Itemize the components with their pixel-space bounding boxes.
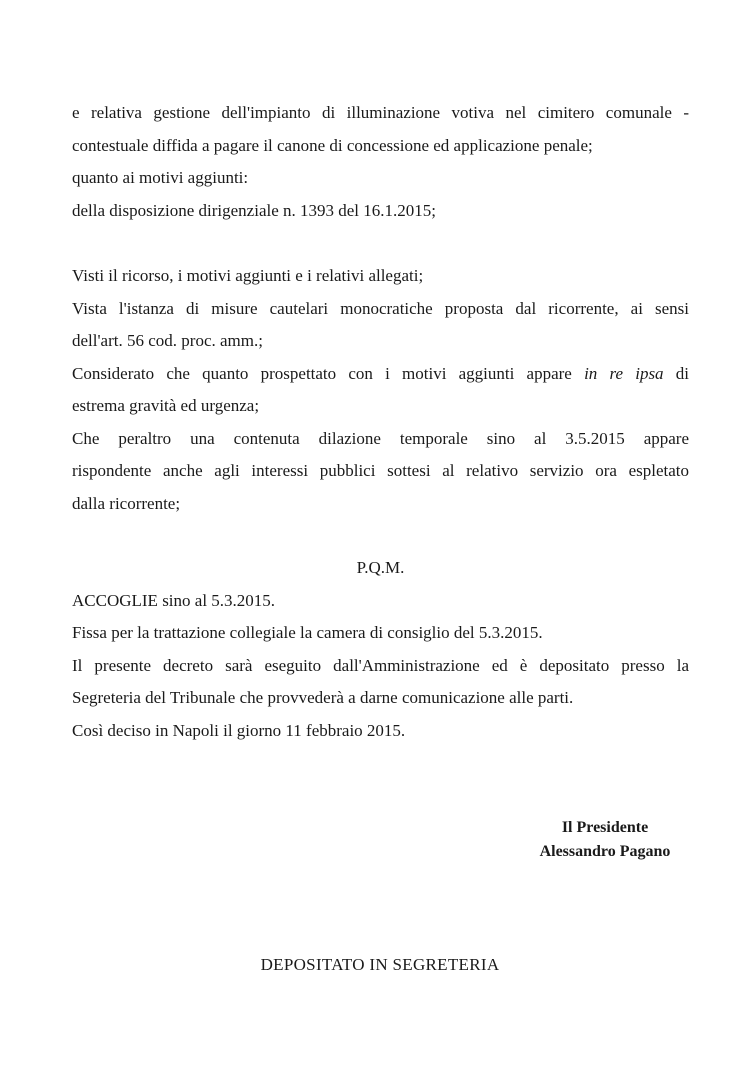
signature-block bbox=[500, 816, 710, 864]
ruling-line-5: Così deciso in Napoli il giorno 11 febbraio 2015. bbox=[72, 720, 406, 740]
consideration-line-1: Visti il ricorso, i motivi aggiunti e i relativi allegati; bbox=[72, 266, 424, 285]
intro-line-2: contestuale diffida a pagare il canone di concessione ed applicazione penale; bbox=[72, 135, 593, 155]
intro-line-3: quanto ai motivi aggiunti: bbox=[72, 168, 249, 187]
latin-phrase: in re ipsa bbox=[584, 363, 664, 383]
consideration-line-7: rispondente anche agli interessi pubblici sottesi al relativo servizio ora espletato bbox=[72, 461, 689, 480]
consideration-line-4-tail: di bbox=[663, 363, 689, 383]
ruling-line-2: Fissa per la trattazione collegiale la camera di consiglio del 5.3.2015. bbox=[72, 623, 543, 642]
paragraph-gap bbox=[72, 227, 689, 260]
ruling-line-4: Segreteria del Tribunale che provvederà a darne comunicazione alle parti. bbox=[72, 688, 574, 707]
paragraph-gap bbox=[72, 520, 689, 552]
ruling-line-1: ACCOGLIE sino al 5.3.2015. bbox=[72, 590, 276, 610]
deposit-label: DEPOSITATO IN SEGRETERIA bbox=[260, 955, 500, 974]
consideration-line-3: dell'art. 56 cod. proc. amm.; bbox=[72, 331, 263, 350]
intro-line-1: e relativa gestione dell'impianto di illuminazione votiva nel cimitero comunale - bbox=[72, 103, 689, 122]
signature-role: Il Presidente bbox=[561, 819, 649, 836]
document-body bbox=[72, 97, 689, 747]
intro-line-4: della disposizione dirigenziale n. 1393 del 16.1.2015; bbox=[72, 200, 437, 220]
pqm-heading: P.Q.M. bbox=[356, 558, 405, 577]
consideration-line-4-text: Considerato che quanto prospettato con i motivi aggiunti appare bbox=[72, 363, 585, 383]
consideration-line-8: dalla ricorrente; bbox=[72, 493, 181, 513]
consideration-line-6: Che peraltro una contenuta dilazione temporale sino al 3.5.2015 appare bbox=[72, 428, 689, 448]
consideration-line-5: estrema gravità ed urgenza; bbox=[72, 396, 260, 415]
consideration-line-4 bbox=[72, 358, 689, 391]
signature-name: Alessandro Pagano bbox=[539, 843, 671, 860]
consideration-line-2: Vista l'istanza di misure cautelari monocratiche proposta dal ricorrente, ai sensi bbox=[72, 298, 689, 318]
ruling-line-3: Il presente decreto sarà eseguito dall'Amministrazione ed è depositato presso la bbox=[72, 655, 689, 675]
